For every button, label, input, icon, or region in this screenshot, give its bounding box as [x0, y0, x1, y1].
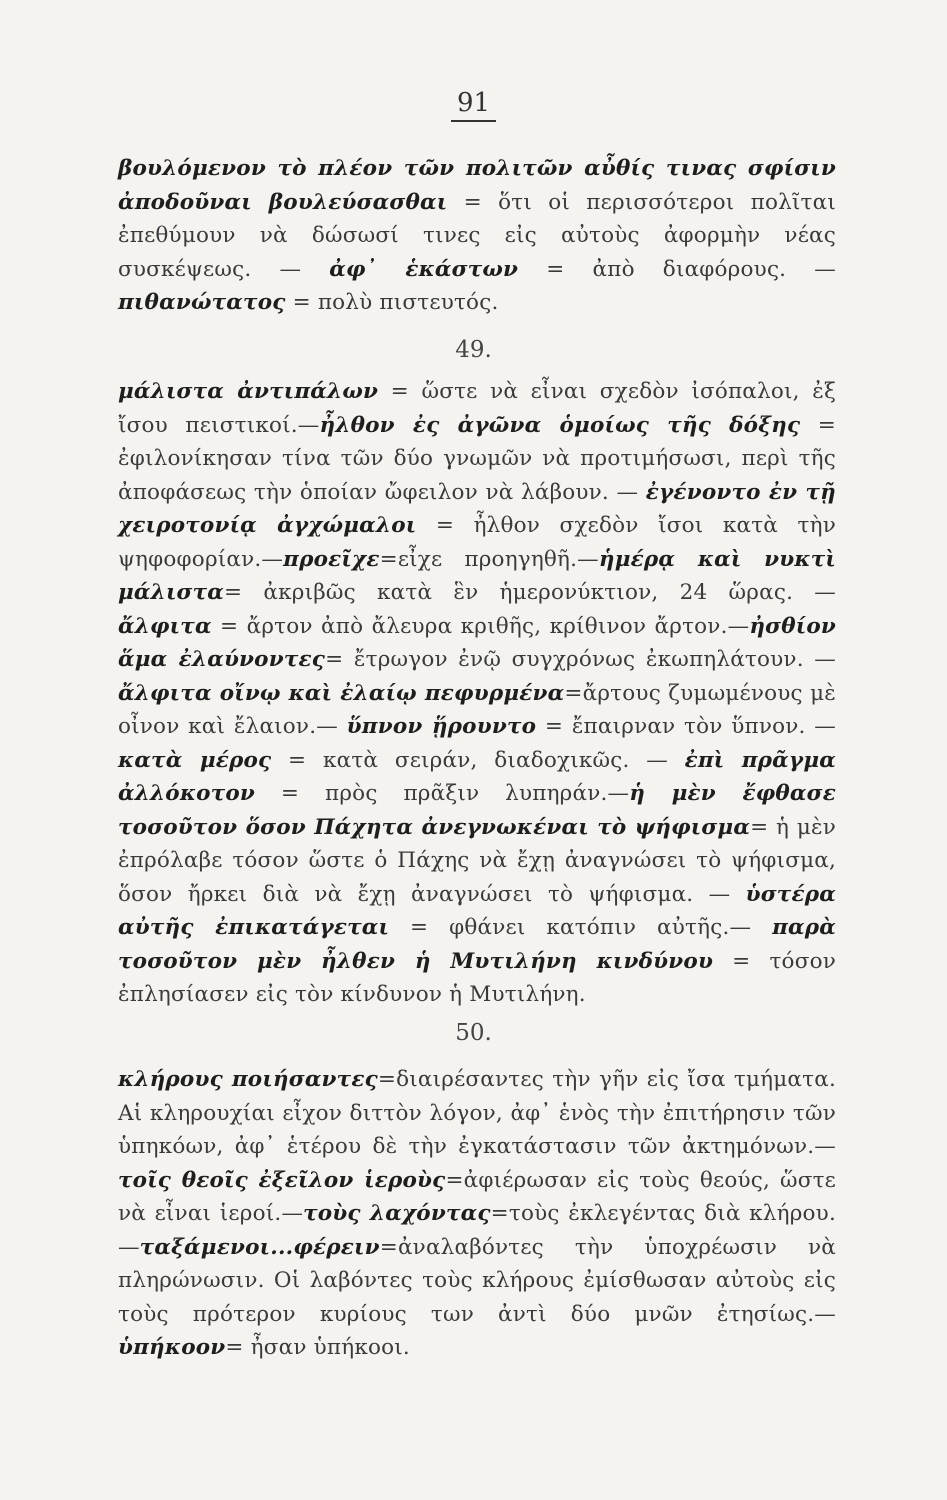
lemma-text: προεῖχε	[283, 546, 380, 572]
lemma-text: ἡ μὲν ἔφθασε τοσοῦτον ὅσον Πάχητα ἀνεγνωκέναι τὸ ψήφισμα	[118, 781, 836, 840]
gloss-text: = πρὸς πρᾶξιν λυπηράν.—	[255, 781, 630, 806]
lemma-text: τοὺς λαχόντας	[303, 1201, 491, 1226]
gloss-text: = ἦσαν ὑπήκοοι.	[225, 1335, 410, 1360]
lemma-text: ὑπήκοον	[118, 1335, 226, 1360]
lemma-text: ἡμέρᾳ καὶ νυκτὶ μάλιστα	[118, 546, 836, 605]
page-number-text: 91	[451, 88, 496, 122]
gloss-text: = ἀπὸ διαφόρους. —	[518, 256, 836, 282]
gloss-text: =τοὺς ἐκλεγέντας διὰ κλήρου.—	[118, 1201, 836, 1260]
lemma-text: βουλόμενον τὸ πλέον τῶν πολιτῶν αὖθίς τινας σφίσιν ἀποδοῦναι βουλεύσασθαι	[118, 156, 836, 215]
gloss-text: = ἔπαιρναν τὸν ὕπνον. —	[536, 714, 837, 739]
lemma-text: ἄλφιτα	[118, 613, 212, 639]
gloss-text: =διαιρέσαντες τὴν γῆν εἰς ἴσα τμήματα. Αἱ κληρουχίαι εἶχον διττὸν λόγον, ἀφ᾽ ἑνὸς τὴν ἐπιτήρησιν τῶν ὑπηκόων, ἀφ᾽ ἑτέρου δὲ τὴν ἐγκατάστασιν τῶν ἀκτημόνων.—	[118, 1067, 836, 1159]
lemma-text: ἄλφιτα οἴνῳ καὶ ἐλαίῳ πεφυρμένα	[118, 680, 565, 706]
section-number-50: 50.	[455, 1020, 492, 1046]
gloss-text: = κατὰ σειράν, διαδοχικῶς. —	[271, 747, 685, 773]
gloss-text: = τόσον ἐπλησίασεν εἰς τὸν κίνδυνον ἡ Μυτιλήνη.	[118, 948, 836, 1007]
lemma-text: ὑστέρα αὐτῆς ἐπικατάγεται	[118, 881, 836, 940]
gloss-text: = ὅτι οἱ περισσότεροι πολῖται ἐπεθύμουν νὰ δώσωσί τινες εἰς αὐτοὺς ἀφορμὴν νέας συσκέψεως. —	[118, 189, 836, 282]
gloss-text: = ἐφιλονίκησαν τίνα τῶν δύο γνωμῶν νὰ προτιμήσωσι, περὶ τῆς ἀποφάσεως τὴν ὁποίαν ὤφειλον νὰ λάβουν. —	[118, 412, 836, 505]
lemma-text: ἦλθον ἐς ἀγῶνα ὁμοίως τῆς δόξης	[319, 412, 801, 438]
lemma-text: πιθανώτατος	[118, 290, 286, 315]
lemma-text: ταξάμενοι...φέρειν	[139, 1234, 380, 1260]
gloss-text: = ἡ μὲν ἐπρόλαβε τόσον ὥστε ὁ Πάχης νὰ ἔχῃ ἀναγνώσει τὸ ψήφισμα, ὅσον ἤρκει διὰ νὰ ἔχῃ ἀναγνώσει τὸ ψήφισμα. —	[118, 814, 837, 907]
lemma-text: ἐπὶ πρᾶγμα ἀλλόκοτον	[118, 747, 837, 806]
commentary-block-48	[118, 152, 836, 320]
gloss-text: =εἶχε προηγηθῆ.—	[379, 546, 599, 572]
lemma-text: μάλιστα ἀντιπάλων	[118, 379, 379, 404]
lemma-text: τοῖς θεοῖς ἐξεῖλον ἱεροὺς	[118, 1167, 446, 1193]
lemma-text: παρὰ τοσοῦτον μὲν ἦλθεν ἡ Μυτιλήνη κινδύνου	[118, 915, 836, 974]
commentary-block-50	[118, 1063, 836, 1365]
gloss-text: = ἦλθον σχεδὸν ἴσοι κατὰ τὴν ψηφοφορίαν.—	[118, 513, 836, 572]
gloss-text: = ἀκριβῶς κατὰ ἓν ἡμερονύκτιον, 24 ὥρας. —	[224, 580, 836, 605]
section-number-49: 49.	[455, 337, 492, 363]
lemma-text: ὕπνον ᾕρουντο	[346, 714, 537, 739]
lemma-text: ἠσθίον ἅμα ἐλαύνοντες	[118, 613, 836, 672]
paragraph	[118, 152, 836, 320]
lemma-text: κλήρους ποιήσαντες	[118, 1067, 378, 1092]
gloss-text: =ἄρτους ζυμωμένους μὲ οἶνον καὶ ἔλαιον.—	[118, 680, 837, 739]
paragraph	[118, 1063, 836, 1365]
gloss-text: = φθάνει κατόπιν αὐτῆς.—	[389, 915, 773, 940]
gloss-text: = ἄρτον ἀπὸ ἄλευρα κριθῆς, κρίθινον ἄρτον.—	[211, 613, 750, 639]
paragraph	[118, 375, 836, 1012]
page-number	[0, 88, 947, 118]
gloss-text: =ἀναλαβόντες τὴν ὑποχρέωσιν νὰ πληρώνωσιν. Οἱ λαβόντες τοὺς κλήρους ἐμίσθωσαν αὐτοὺς εἰς τοὺς πρότερον κυρίους των ἀντὶ δύο μνῶν ἐτησίως.—	[118, 1234, 836, 1327]
lemma-text: ἀφ᾽ ἑκάστων	[329, 256, 519, 282]
lemma-text: κατὰ μέρος	[118, 747, 272, 773]
gloss-text: = ὥστε νὰ εἶναι σχεδὸν ἰσόπαλοι, ἐξ ἴσου πειστικοί.—	[118, 379, 837, 438]
lemma-text: ἐγένοντο ἐν τῇ χειροτονίᾳ ἀγχώμαλοι	[118, 479, 836, 538]
commentary-block-49	[118, 375, 836, 1012]
gloss-text: =ἀφιέρωσαν εἰς τοὺς θεούς, ὥστε νὰ εἶναι ἱεροί.—	[118, 1167, 837, 1226]
gloss-text: = ἔτρωγον ἐνῷ συγχρόνως ἐκωπηλάτουν. —	[325, 647, 837, 672]
gloss-text: = πολὺ πιστευτός.	[285, 290, 499, 315]
